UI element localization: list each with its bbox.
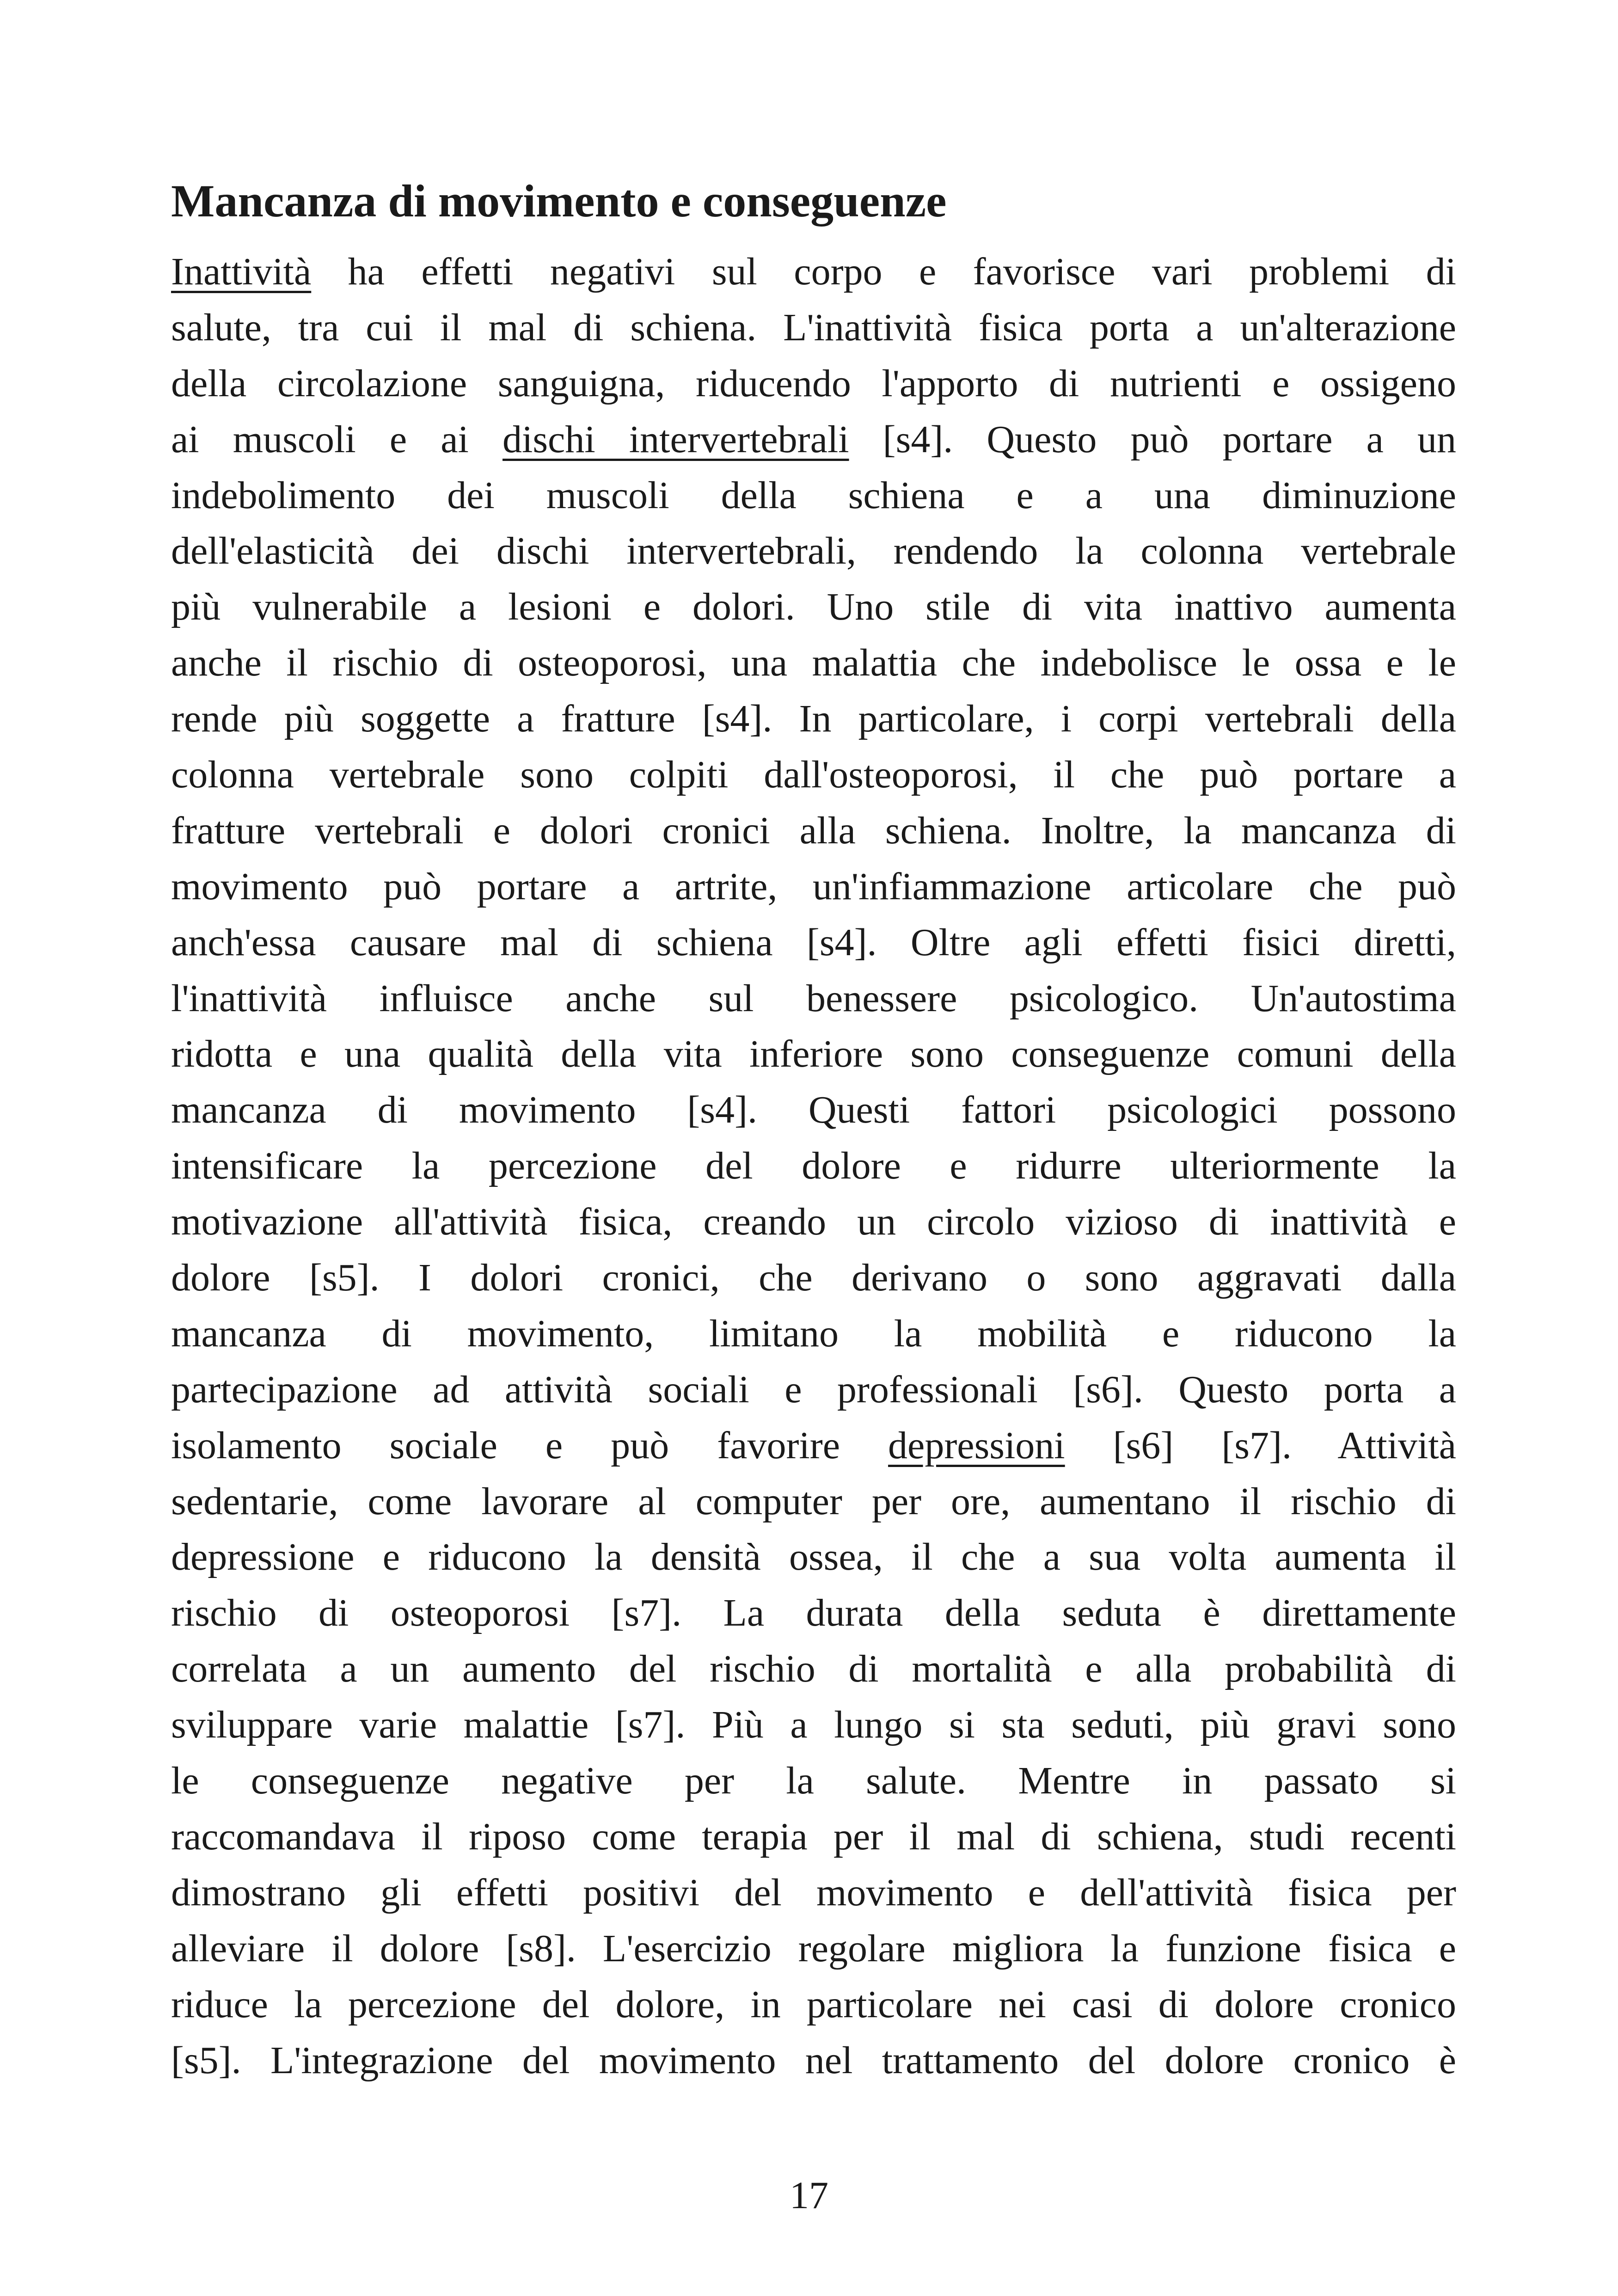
text-span: [s4]. Questo può portare a un [849, 417, 1457, 461]
text-line [171, 244, 1456, 300]
text-span: sviluppare varie malattie [s7]. Più a lungo si sta seduti, più gravi sono [171, 1703, 1456, 1747]
text-line [171, 859, 1456, 915]
text-span: dimostrano gli effetti positivi del movimento e dell'attività fisica per [171, 1871, 1456, 1914]
underlined-term-link[interactable]: dischi intervertebrali [503, 417, 849, 461]
text-line [171, 1362, 1456, 1418]
text-span: [s6] [s7]. Attività [1065, 1424, 1456, 1467]
text-line [171, 1418, 1456, 1474]
text-line [171, 1082, 1456, 1138]
text-line [171, 1977, 1456, 2033]
text-span: isolamento sociale e può favorire [171, 1424, 889, 1467]
text-span: riduce la percezione del dolore, in particolare nei casi di dolore cronico [171, 1983, 1456, 2026]
text-line [171, 1474, 1456, 1530]
text-span: raccomandava il riposo come terapia per il mal di schiena, studi recenti [171, 1815, 1456, 1858]
text-line [171, 1138, 1456, 1194]
text-line [171, 915, 1456, 971]
text-span: correlata a un aumento del rischio di mortalità e alla probabilità di [171, 1647, 1456, 1691]
text-line [171, 691, 1456, 747]
text-line [171, 747, 1456, 803]
text-span: partecipazione ad attività sociali e professionali [s6]. Questo porta a [171, 1368, 1456, 1411]
text-line [171, 579, 1456, 635]
text-span: sedentarie, come lavorare al computer per ore, aumentano il rischio di [171, 1480, 1456, 1523]
text-line [171, 1641, 1456, 1697]
text-span: l'inattività influisce anche sul benessere psicologico. Un'autostima [171, 976, 1456, 1020]
text-span: salute, tra cui il mal di schiena. L'inattività fisica porta a un'alterazione [171, 306, 1456, 349]
text-line [171, 468, 1456, 524]
page-number: 17 [790, 2174, 828, 2217]
text-span: colonna vertebrale sono colpiti dall'osteoporosi, il che può portare a [171, 753, 1456, 797]
text-span: le conseguenze negative per la salute. Mentre in passato si [171, 1759, 1456, 1803]
text-span: intensificare la percezione del dolore e ridurre ulteriormente la [171, 1144, 1456, 1188]
text-line [171, 300, 1456, 356]
text-span: rende più soggette a fratture [s4]. In particolare, i corpi vertebrali della [171, 697, 1456, 741]
text-line [171, 412, 1456, 468]
text-line [171, 971, 1456, 1027]
text-span: dell'elasticità dei dischi intervertebrali, rendendo la colonna vertebrale [171, 529, 1456, 573]
text-span: ha effetti negativi sul corpo e favorisce vari problemi di [311, 250, 1456, 293]
text-span: alleviare il dolore [s8]. L'esercizio regolare migliora la funzione fisica e [171, 1927, 1456, 1970]
text-line [171, 1697, 1456, 1753]
text-line [171, 1194, 1456, 1250]
text-span: ridotta e una qualità della vita inferiore sono conseguenze comuni della [171, 1032, 1456, 1076]
text-line [171, 1585, 1456, 1641]
text-span: motivazione all'attività fisica, creando un circolo vizioso di inattività e [171, 1200, 1456, 1244]
text-line [171, 803, 1456, 859]
text-span: rischio di osteoporosi [s7]. La durata della seduta è direttamente [171, 1591, 1456, 1635]
text-span: movimento può portare a artrite, un'infiammazione articolare che può [171, 865, 1456, 908]
text-span: indebolimento dei muscoli della schiena e a una diminuzione [171, 473, 1456, 517]
body-paragraph [171, 244, 1456, 2088]
text-span: più vulnerabile a lesioni e dolori. Uno stile di vita inattivo aumenta [171, 585, 1456, 629]
underlined-term-link[interactable]: depressioni [888, 1424, 1065, 1467]
text-line [171, 1809, 1456, 1865]
text-span: anche il rischio di osteoporosi, una malattia che indebolisce le ossa e le [171, 641, 1456, 685]
text-span: dolore [s5]. I dolori cronici, che derivano o sono aggravati dalla [171, 1256, 1456, 1300]
text-line [171, 2033, 1456, 2089]
text-line [171, 356, 1456, 412]
section-heading: Mancanza di movimento e conseguenze [171, 175, 947, 227]
text-span: mancanza di movimento, limitano la mobilità e riducono la [171, 1312, 1456, 1355]
text-line [171, 1529, 1456, 1585]
text-line [171, 1865, 1456, 1921]
text-line [171, 1921, 1456, 1977]
text-line [171, 635, 1456, 691]
text-line [171, 1250, 1456, 1306]
text-span: fratture vertebrali e dolori cronici alla schiena. Inoltre, la mancanza di [171, 809, 1456, 852]
text-span: ai muscoli e ai [171, 417, 503, 461]
text-span: depressione e riducono la densità ossea, il che a sua volta aumenta il [171, 1535, 1456, 1579]
text-span: anch'essa causare mal di schiena [s4]. Oltre agli effetti fisici diretti, [171, 921, 1456, 964]
underlined-term-link[interactable]: Inattività [171, 250, 312, 293]
text-line [171, 1306, 1456, 1362]
text-span: mancanza di movimento [s4]. Questi fattori psicologici possono [171, 1088, 1456, 1132]
text-line [171, 1753, 1456, 1809]
text-line [171, 523, 1456, 579]
text-span: [s5]. L'integrazione del movimento nel trattamento del dolore cronico è [171, 2038, 1456, 2082]
text-line [171, 1026, 1456, 1082]
text-span: della circolazione sanguigna, riducendo l'apporto di nutrienti e ossigeno [171, 362, 1456, 405]
